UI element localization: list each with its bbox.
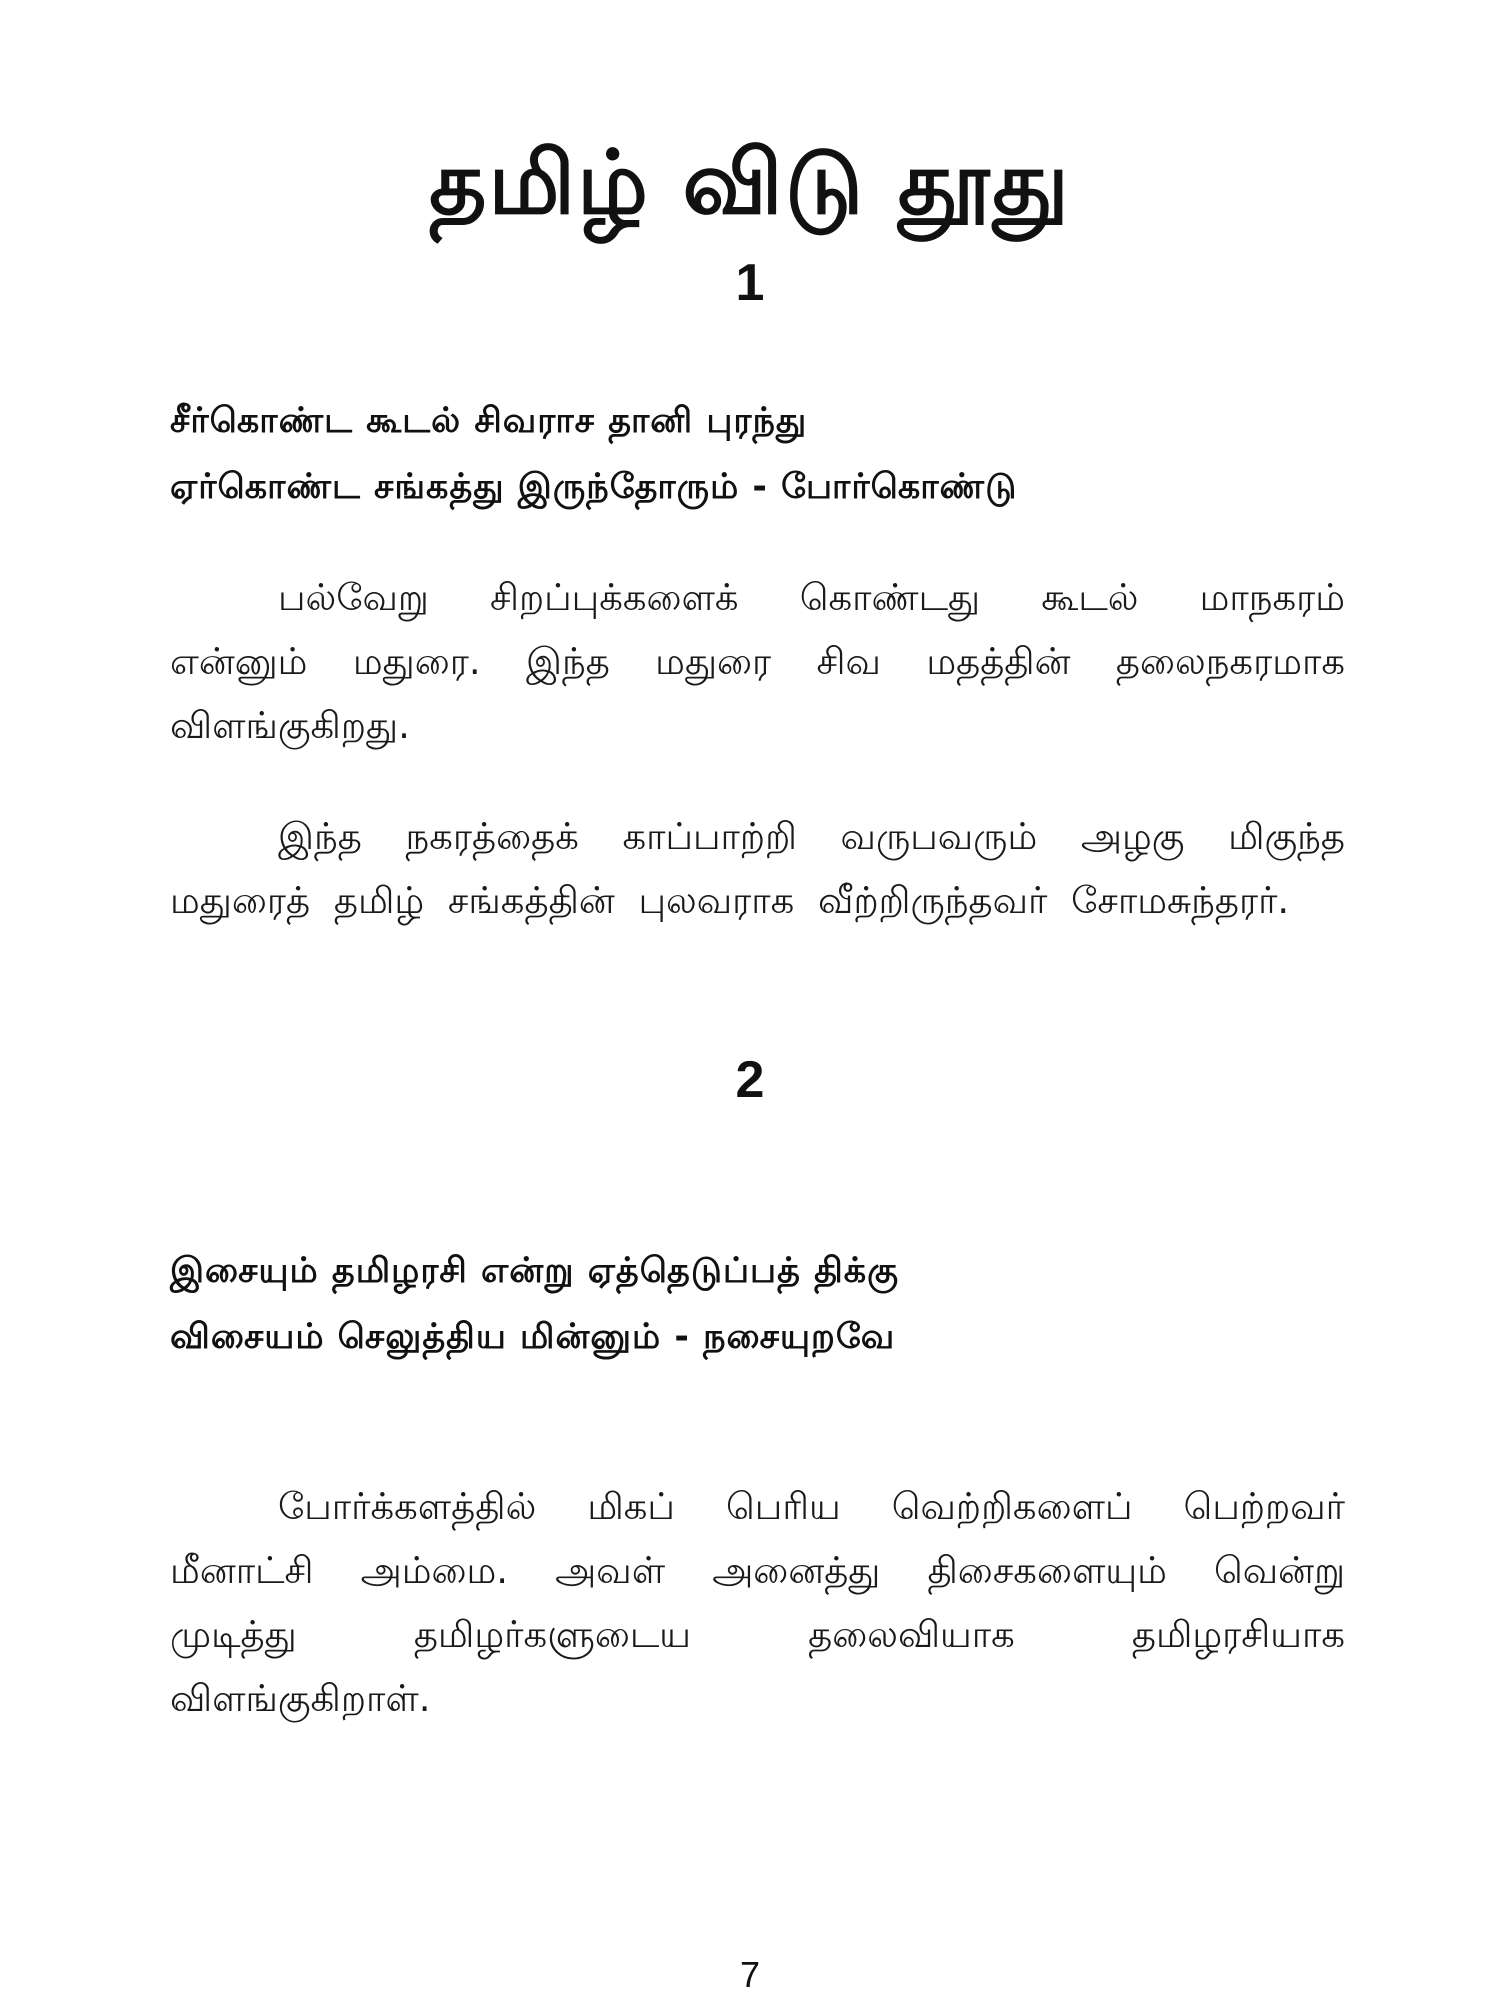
paragraph-1-1: பல்வேறு சிறப்புக்களைக் கொண்டது கூடல் மாநகரம் என்னும் மதுரை. இந்த மதுரை சிவ மதத்தின் தலைநகரமாக விளங்குகிறது. [170, 576, 1345, 747]
verse-line: விசையம் செலுத்திய மின்னும் - நசையுறவே [170, 1317, 896, 1357]
page-title: தமிழ் விடு தூது [429, 131, 1071, 234]
section-number-2: 2 [735, 1051, 765, 1109]
page-number: 7 [739, 1954, 761, 1995]
paragraph-2-1: போர்க்களத்தில் மிகப் பெரிய வெற்றிகளைப் பெற்றவர் மீனாட்சி அம்மை. அவள் அனைத்து திசைகளையும் வென்று முடித்து தமிழர்களுடைய தலைவியாக தமிழரசியாக விளங்குகிறாள். [170, 1485, 1345, 1720]
section-number-1: 1 [735, 254, 765, 312]
verse-2 [170, 1238, 1350, 1370]
paragraph-1-2: இந்த நகரத்தைக் காப்பாற்றி வருபவரும் அழகு மிகுந்த மதுரைத் தமிழ் சங்கத்தின் புலவராக வீற்றிருந்தவர் சோமசுந்தரர். [170, 815, 1345, 922]
verse-1 [170, 388, 1350, 520]
verse-line: ஏர்கொண்ட சங்கத்து இருந்தோரும் - போர்கொண்டு [170, 467, 1018, 507]
verse-line: இசையும் தமிழரசி என்று ஏத்தெடுப்பத் திக்கு [170, 1251, 900, 1291]
verse-line: சீர்கொண்ட கூடல் சிவராச தானி புரந்து [170, 401, 808, 441]
